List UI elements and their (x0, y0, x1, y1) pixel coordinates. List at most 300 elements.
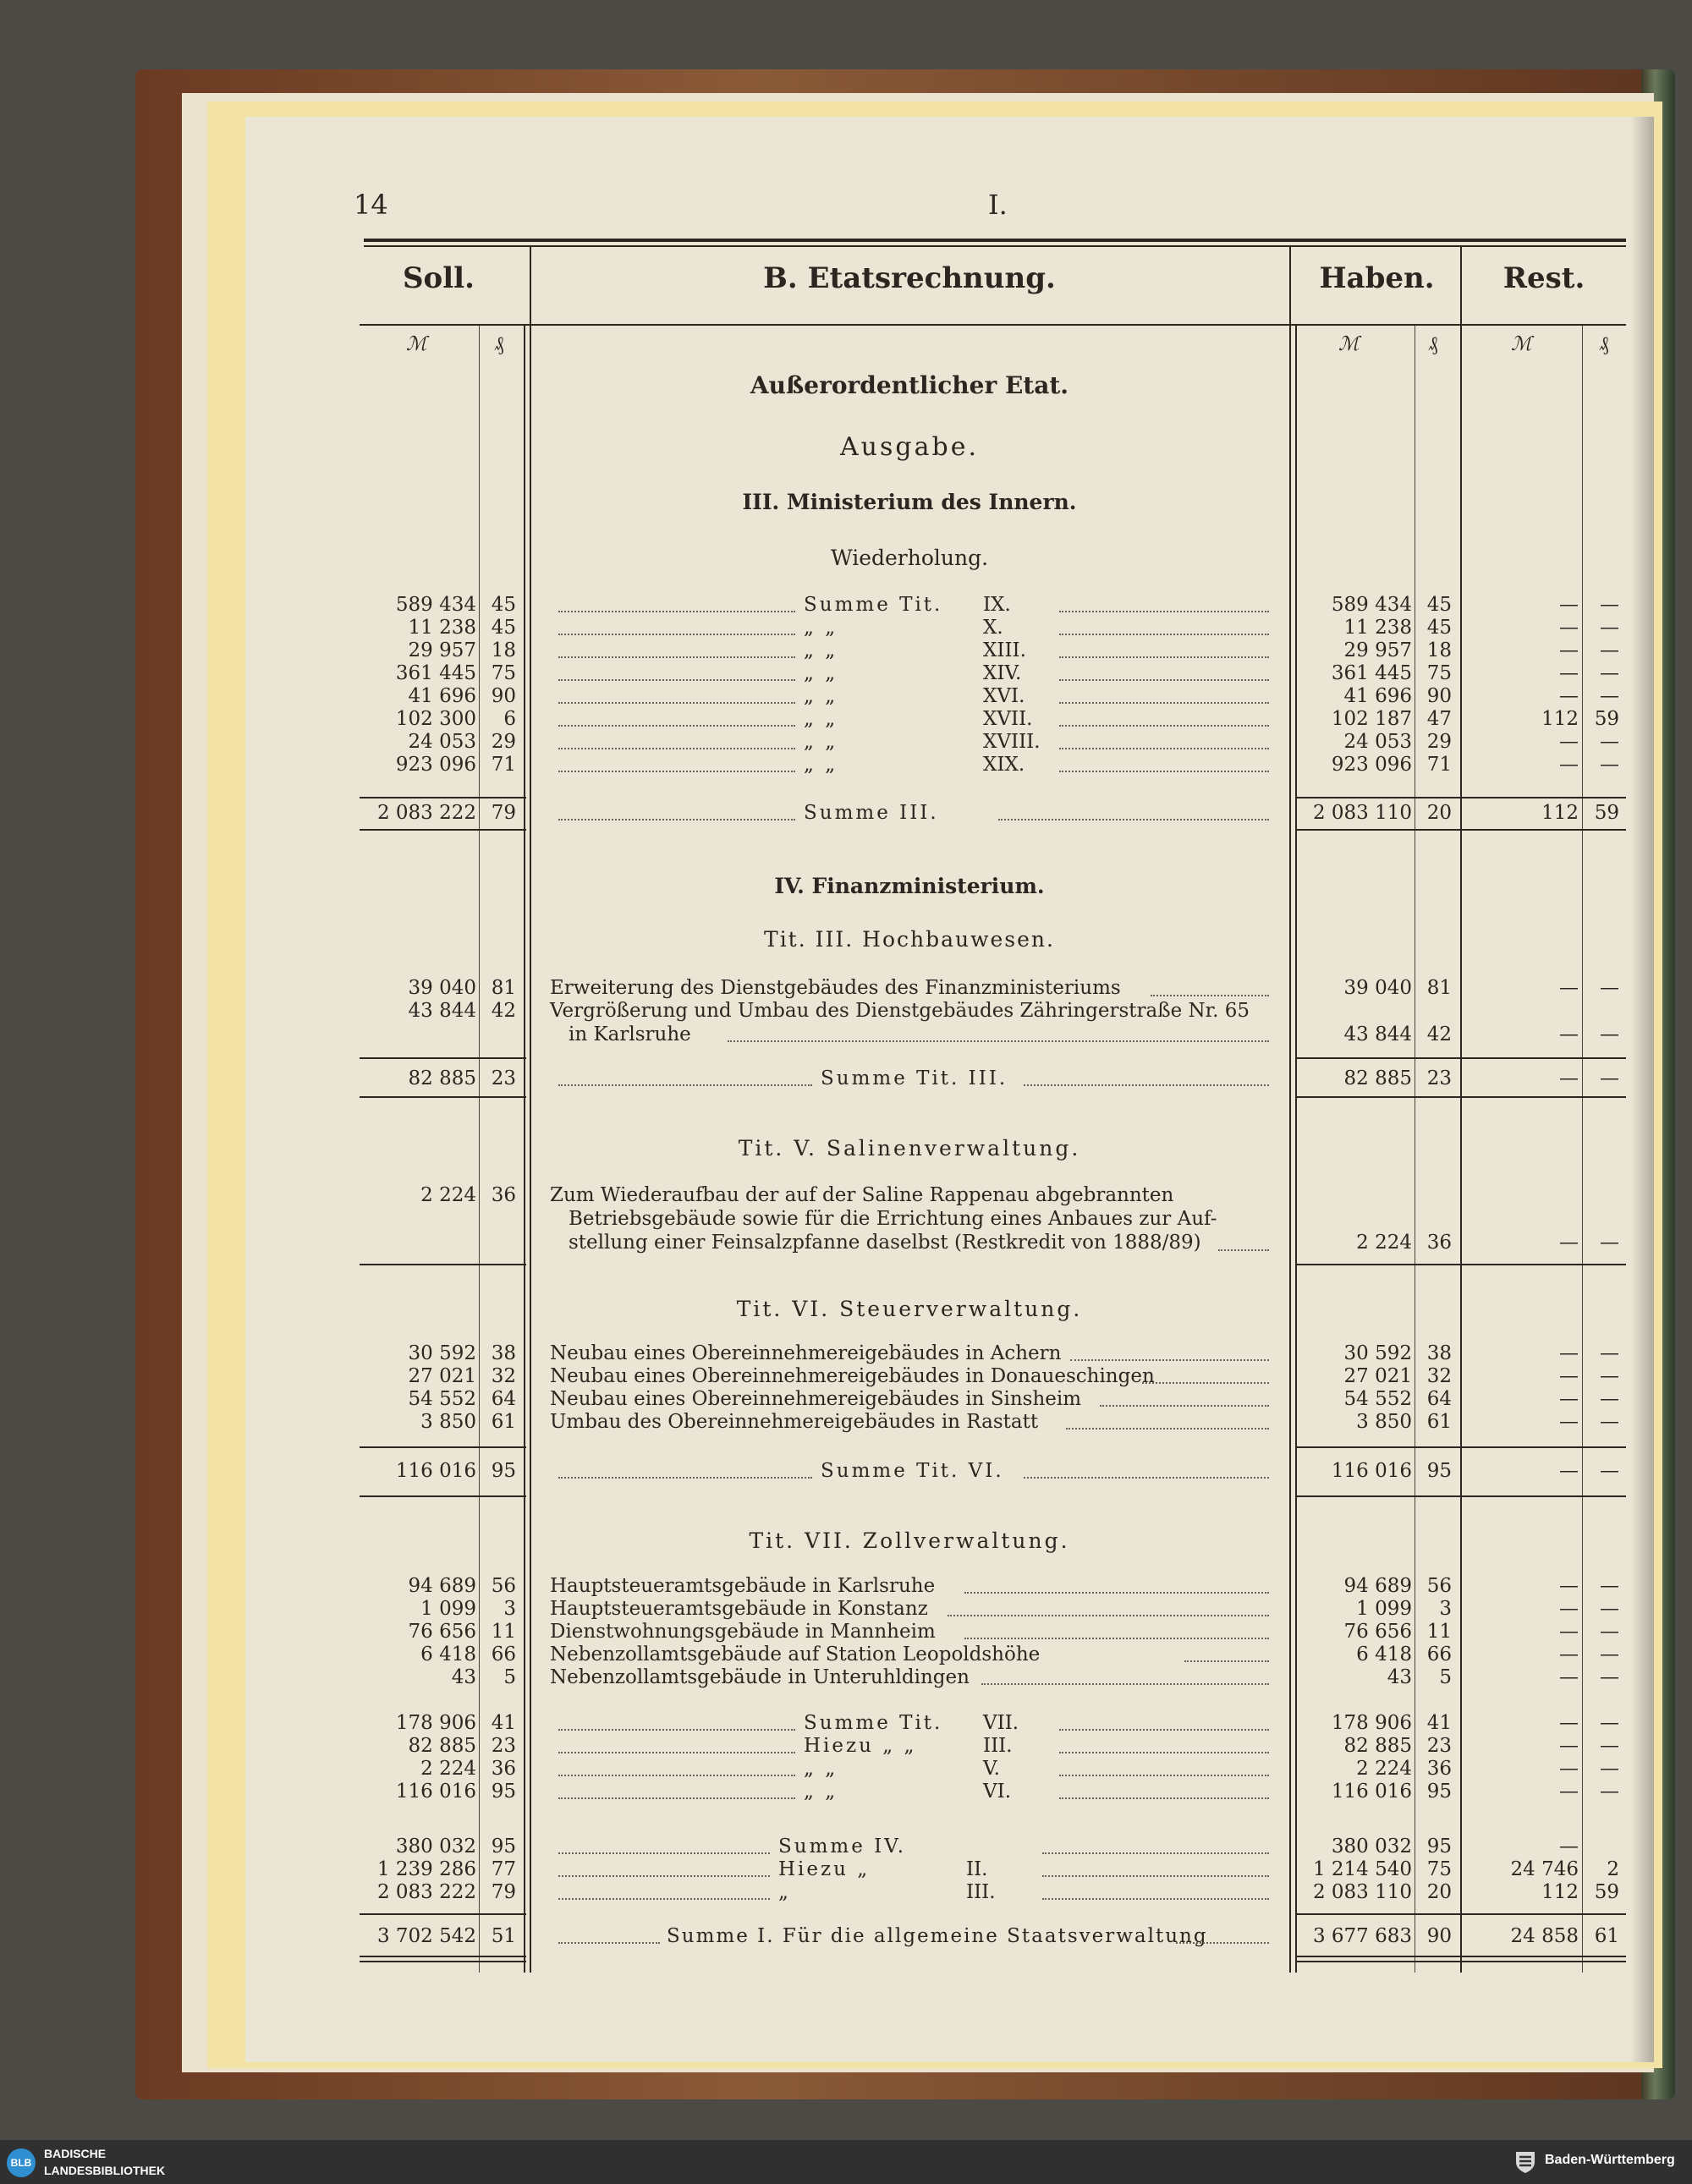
cell-haben-pf: 45 (1426, 617, 1452, 639)
cell-haben-pf: 61 (1426, 1411, 1452, 1433)
cell-haben-mark: 54 552 (1343, 1388, 1412, 1410)
summe-3-label: Summe III. (804, 802, 939, 824)
cell-rest-pf: — (1600, 1388, 1619, 1410)
leader-dots (1218, 1249, 1269, 1251)
leader-dots (1176, 1942, 1269, 1944)
cell-rest-pf: — (1600, 1758, 1619, 1780)
row-description: Hiezu „ (778, 1858, 871, 1880)
cell-rest-pf: — (1600, 1643, 1619, 1665)
row-description: „ (778, 1881, 791, 1903)
sum-rule (1295, 1913, 1460, 1915)
section-end-rule (360, 1264, 526, 1265)
cell-haben-mark: 102 187 (1331, 708, 1412, 730)
blb-logo[interactable]: BLB (7, 2148, 36, 2177)
cell-haben-pf: 45 (1426, 594, 1452, 616)
leader-dots (1070, 1359, 1269, 1361)
cell-haben-pf: 23 (1426, 1067, 1452, 1089)
col-header-title: B. Etatsrechnung. (763, 261, 1056, 295)
cell-haben-mark: 39 040 (1343, 977, 1412, 999)
cell-soll-mark: 82 885 (408, 1735, 476, 1757)
leader-dots (558, 771, 795, 772)
row-description: Hauptsteueramtsgebäude in Karlsruhe (550, 1575, 936, 1597)
row-description: Umbau des Obereinnehmereigebäudes in Rastatt (550, 1411, 1039, 1433)
cell-soll-mark: 3 850 (420, 1411, 476, 1433)
cell-rest-mark: 112 (1541, 802, 1579, 824)
cell-rest-pf: — (1600, 662, 1619, 684)
leader-dots (1059, 634, 1269, 635)
sum-rule (360, 1057, 526, 1059)
cell-haben-pf: 81 (1426, 977, 1452, 999)
row-description-continued: in Karlsruhe (569, 1023, 691, 1045)
soll-divider-double (524, 326, 525, 1973)
cell-haben-mark: 178 906 (1331, 1712, 1412, 1734)
section-end-rule (360, 1096, 526, 1098)
cell-soll-mark: 116 016 (395, 1781, 476, 1803)
leader-dots (558, 1898, 770, 1900)
cell-rest-mark: — (1559, 1067, 1579, 1089)
cell-rest-mark: — (1559, 617, 1579, 639)
cell-soll-mark: 41 696 (408, 685, 476, 707)
section-number: I. (988, 189, 1008, 221)
cell-rest-mark: 24 746 (1510, 1858, 1579, 1880)
row-description: „ „ (804, 617, 838, 639)
cell-haben-mark: 116 016 (1331, 1781, 1412, 1803)
unit-pfennig: ₰ (494, 333, 504, 355)
cell-soll-mark: 2 083 222 (376, 802, 476, 824)
cell-soll-pf: 36 (491, 1758, 516, 1780)
section-end-rule (1295, 1264, 1460, 1265)
cell-haben-mark: 589 434 (1331, 594, 1412, 616)
unit-pfennig: ₰ (1428, 333, 1438, 355)
cell-soll-pf: 42 (491, 1000, 516, 1022)
cell-rest-mark: 24 858 (1510, 1925, 1579, 1947)
row-roman-numeral: III. (983, 1735, 1013, 1757)
cell-haben-mark: 2 224 (1356, 1758, 1412, 1780)
sum-rule (1460, 1446, 1626, 1448)
summe-tit-6-label: Summe Tit. VI. (821, 1460, 1004, 1482)
cell-rest-pf: 61 (1594, 1925, 1619, 1947)
leader-dots (558, 1775, 795, 1776)
section-end-rule (1295, 829, 1460, 831)
cell-haben-mark: 43 (1387, 1666, 1412, 1688)
cell-soll-pf: 64 (491, 1388, 516, 1410)
leader-dots (1100, 1405, 1269, 1407)
sum-rule (1460, 797, 1626, 798)
cell-soll-pf: 75 (491, 662, 516, 684)
row-description: Neubau eines Obereinnehmereigebäudes in Donaueschingen (550, 1365, 1155, 1387)
heading-ausgabe: Ausgabe. (840, 432, 979, 462)
cell-rest-pf: — (1600, 1781, 1619, 1803)
row-roman-numeral: V. (983, 1758, 1000, 1780)
cell-soll-pf: 6 (503, 708, 516, 730)
cell-rest-mark: — (1559, 594, 1579, 616)
total-rule-double (360, 1961, 526, 1962)
cell-haben-pf: 66 (1426, 1643, 1452, 1665)
cell-soll-pf: 81 (491, 977, 516, 999)
row-description-continued: stellung einer Feinsalzpfanne daselbst (Restkredit von 1888/89) (569, 1232, 1201, 1254)
leader-dots (1042, 1875, 1269, 1877)
cell-soll-mark: 2 083 222 (376, 1881, 476, 1903)
page-gutter-shadow (1630, 117, 1654, 2062)
cell-haben-pf: 3 (1439, 1598, 1452, 1620)
leader-dots (558, 1797, 795, 1799)
cell-haben-mark: 43 844 (1343, 1023, 1412, 1045)
cell-rest-pf: — (1600, 1411, 1619, 1433)
leader-dots (1059, 1775, 1269, 1776)
cell-rest-pf: — (1600, 1575, 1619, 1597)
col-header-haben: Haben. (1319, 261, 1435, 295)
cell-haben-pf: 95 (1426, 1836, 1452, 1857)
cell-soll-pf: 61 (491, 1411, 516, 1433)
leader-dots (558, 611, 795, 612)
col-header-soll: Soll. (403, 261, 475, 295)
cell-rest-mark: — (1559, 1023, 1579, 1045)
cell-soll-mark: 39 040 (408, 977, 476, 999)
cell-soll-mark: 43 (451, 1666, 476, 1688)
cell-soll-mark: 361 445 (395, 662, 476, 684)
cell-soll-mark: 94 689 (408, 1575, 476, 1597)
cell-soll-pf: 38 (491, 1342, 516, 1364)
leader-dots (1059, 771, 1269, 772)
col-header-rest: Rest. (1502, 261, 1585, 295)
cell-soll-mark: 76 656 (408, 1621, 476, 1643)
cell-soll-pf: 41 (491, 1712, 516, 1734)
row-roman-numeral: X. (983, 617, 1003, 639)
cell-soll-pf: 77 (491, 1858, 516, 1880)
cell-soll-mark: 27 021 (408, 1365, 476, 1387)
cell-soll-pf: 95 (491, 1836, 516, 1857)
cell-rest-mark: — (1559, 1575, 1579, 1597)
haben-divider (1289, 247, 1291, 1973)
cell-soll-pf: 3 (503, 1598, 516, 1620)
cell-haben-pf: 36 (1426, 1232, 1452, 1254)
cell-rest-mark: — (1559, 1758, 1579, 1780)
section-end-rule (1460, 1495, 1626, 1497)
cell-haben-pf: 95 (1426, 1460, 1452, 1482)
cell-haben-pf: 32 (1426, 1365, 1452, 1387)
row-roman-numeral: XVII. (983, 708, 1033, 730)
leader-dots (1059, 1729, 1269, 1731)
cell-rest-mark: — (1559, 1836, 1579, 1857)
cell-soll-pf: 11 (491, 1621, 516, 1643)
cell-haben-pf: 90 (1426, 685, 1452, 707)
cell-soll-pf: 71 (491, 754, 516, 776)
cell-haben-pf: 36 (1426, 1758, 1452, 1780)
cell-rest-pf: — (1600, 977, 1619, 999)
cell-haben-mark: 27 021 (1343, 1365, 1412, 1387)
cell-soll-pf: 29 (491, 731, 516, 753)
row-description: „ „ (804, 662, 838, 684)
leader-dots (1066, 1428, 1269, 1429)
cell-haben-pf: 20 (1426, 802, 1452, 824)
cell-haben-pf: 95 (1426, 1781, 1452, 1803)
cell-haben-pf: 64 (1426, 1388, 1452, 1410)
leader-dots (1059, 725, 1269, 727)
cell-haben-pf: 56 (1426, 1575, 1452, 1597)
leader-dots (558, 1875, 770, 1877)
table-top-rule-thin (364, 245, 1626, 247)
cell-soll-mark: 6 418 (420, 1643, 476, 1665)
cell-soll-mark: 589 434 (395, 594, 476, 616)
soll-divider (530, 247, 531, 1973)
cell-rest-pf: 59 (1594, 802, 1619, 824)
cell-haben-pf: 75 (1426, 1858, 1452, 1880)
cell-haben-mark: 94 689 (1343, 1575, 1412, 1597)
cell-haben-pf: 29 (1426, 731, 1452, 753)
unit-mark: ℳ (406, 333, 427, 355)
row-roman-numeral: XIV. (983, 662, 1022, 684)
leader-dots (558, 819, 795, 820)
cell-soll-pf: 95 (491, 1781, 516, 1803)
cell-haben-mark: 2 083 110 (1312, 802, 1412, 824)
total-rule-double (1460, 1961, 1626, 1962)
cell-soll-mark: 30 592 (408, 1342, 476, 1364)
section-end-rule (1460, 1096, 1626, 1098)
cell-rest-mark: 112 (1541, 708, 1579, 730)
cell-soll-pf: 45 (491, 594, 516, 616)
row-description: Summe IV. (778, 1836, 907, 1857)
cell-rest-pf: — (1600, 1342, 1619, 1364)
cell-soll-pf: 45 (491, 617, 516, 639)
leader-dots (558, 634, 795, 635)
leader-dots (558, 725, 795, 727)
summe-tit-3-label: Summe Tit. III. (821, 1067, 1008, 1089)
row-description: Erweiterung des Dienstgebäudes des Finanzministeriums (550, 977, 1121, 999)
cell-haben-mark: 2 224 (1356, 1232, 1412, 1254)
leader-dots (964, 1592, 1269, 1594)
cell-rest-pf: 59 (1594, 1881, 1619, 1903)
leader-dots (1184, 1660, 1269, 1662)
cell-soll-mark: 1 099 (420, 1598, 476, 1620)
cell-rest-pf: — (1600, 731, 1619, 753)
cell-rest-pf: — (1600, 1365, 1619, 1387)
leader-dots (1059, 679, 1269, 681)
cell-haben-mark: 923 096 (1331, 754, 1412, 776)
leader-dots (1042, 1852, 1269, 1854)
total-rule (1460, 1956, 1626, 1957)
section-end-rule (1295, 1495, 1460, 1497)
cell-rest-mark: — (1559, 1598, 1579, 1620)
cell-rest-mark: 112 (1541, 1881, 1579, 1903)
section-end-rule (360, 1495, 526, 1497)
cell-soll-mark: 102 300 (395, 708, 476, 730)
cell-rest-mark: — (1559, 1460, 1579, 1482)
leader-dots (558, 1942, 660, 1944)
cell-rest-mark: — (1559, 1342, 1579, 1364)
total-rule (360, 1956, 526, 1957)
cell-soll-pf: 51 (491, 1925, 516, 1947)
row-roman-numeral: XVIII. (983, 731, 1041, 753)
row-description: „ „ (804, 1781, 838, 1803)
cell-rest-pf: 2 (1607, 1858, 1619, 1880)
cell-rest-pf: — (1600, 1666, 1619, 1688)
cell-soll-pf: 90 (491, 685, 516, 707)
leader-dots (558, 679, 795, 681)
row-description: Summe Tit. (804, 594, 943, 616)
leader-dots (998, 819, 1269, 820)
cell-rest-mark: — (1559, 731, 1579, 753)
leader-dots (948, 1615, 1269, 1616)
row-roman-numeral: XIX. (983, 754, 1025, 776)
cell-soll-mark: 24 053 (408, 731, 476, 753)
cell-soll-mark: 82 885 (408, 1067, 476, 1089)
row-description-continued: Betriebsgebäude sowie für die Errichtung eines Anbaues zur Auf- (569, 1208, 1217, 1230)
section-end-rule (360, 829, 526, 831)
cell-rest-pf: — (1600, 1460, 1619, 1482)
row-roman-numeral: VII. (983, 1712, 1019, 1734)
section-end-rule (1460, 829, 1626, 831)
unit-mark: ℳ (1511, 333, 1532, 355)
row-description: Nebenzollamtsgebäude in Unteruhldingen (550, 1666, 970, 1688)
leader-dots (981, 1683, 1269, 1685)
cell-soll-pf: 32 (491, 1365, 516, 1387)
cell-soll-mark: 2 224 (420, 1758, 476, 1780)
row-roman-numeral: XVI. (983, 685, 1025, 707)
blb-name[interactable] (44, 2145, 165, 2179)
row-description: Summe Tit. (804, 1712, 943, 1734)
total-rule (1295, 1956, 1460, 1957)
cell-rest-pf: 59 (1594, 708, 1619, 730)
row-description: Hauptsteueramtsgebäude in Konstanz (550, 1598, 928, 1620)
cell-rest-pf: — (1600, 1067, 1619, 1089)
heading-ministry-4: IV. Finanzministerium. (774, 874, 1045, 898)
footer-bar (0, 2140, 1692, 2184)
cell-haben-mark: 82 885 (1343, 1735, 1412, 1757)
cell-soll-mark: 43 844 (408, 1000, 476, 1022)
cell-rest-mark: — (1559, 1735, 1579, 1757)
heading-etat: Außerordentlicher Etat. (750, 371, 1069, 399)
sum-rule (1295, 1057, 1460, 1059)
cell-haben-mark: 116 016 (1331, 1460, 1412, 1482)
heading-tit-6: Tit. VI. Steuerverwaltung. (736, 1297, 1083, 1321)
cell-soll-mark: 178 906 (395, 1712, 476, 1734)
cell-haben-mark: 380 032 (1331, 1836, 1412, 1857)
row-description: „ „ (804, 754, 838, 776)
cell-soll-pf: 79 (491, 802, 516, 824)
cell-rest-mark: — (1559, 1712, 1579, 1734)
row-roman-numeral: VI. (983, 1781, 1012, 1803)
baden-wuerttemberg-label[interactable]: Baden-Württemberg (1545, 2153, 1675, 2167)
leader-dots (1151, 995, 1269, 996)
cell-haben-mark: 361 445 (1331, 662, 1412, 684)
cell-soll-mark: 2 224 (420, 1184, 476, 1206)
cell-soll-pf: 23 (491, 1067, 516, 1089)
cell-haben-mark: 30 592 (1343, 1342, 1412, 1364)
cell-haben-pf: 20 (1426, 1881, 1452, 1903)
cell-soll-mark: 116 016 (395, 1460, 476, 1482)
row-description: „ „ (804, 685, 838, 707)
cell-rest-mark: — (1559, 685, 1579, 707)
leader-dots (558, 1752, 795, 1753)
cell-soll-mark: 11 238 (408, 617, 476, 639)
row-description: Neubau eines Obereinnehmereigebäudes in Achern (550, 1342, 1062, 1364)
cell-haben-mark: 11 238 (1343, 617, 1412, 639)
blb-name-line-1: BADISCHE (44, 2147, 107, 2160)
cell-haben-mark: 1 214 540 (1312, 1858, 1412, 1880)
cell-rest-pf: — (1600, 617, 1619, 639)
blb-name-line-2: LANDESBIBLIOTHEK (44, 2164, 166, 2177)
sum-rule (1295, 1446, 1460, 1448)
cell-haben-pf: 18 (1426, 639, 1452, 661)
cell-haben-mark: 6 418 (1356, 1643, 1412, 1665)
row-description: „ „ (804, 708, 838, 730)
cell-haben-pf: 47 (1426, 708, 1452, 730)
leader-dots (558, 1477, 812, 1479)
cell-rest-mark: — (1559, 639, 1579, 661)
cell-haben-mark: 82 885 (1343, 1067, 1412, 1089)
cell-haben-mark: 1 099 (1356, 1598, 1412, 1620)
cell-rest-mark: — (1559, 1781, 1579, 1803)
row-description: Neubau eines Obereinnehmereigebäudes in Sinsheim (550, 1388, 1082, 1410)
cell-rest-mark: — (1559, 662, 1579, 684)
section-end-rule (1295, 1096, 1460, 1098)
heading-ministry-3: III. Ministerium des Innern. (742, 490, 1077, 514)
row-roman-numeral: II. (966, 1858, 988, 1880)
leader-dots (1059, 1797, 1269, 1799)
cell-rest-pf: — (1600, 754, 1619, 776)
heading-tit-3: Tit. III. Hochbauwesen. (764, 927, 1055, 952)
leader-dots (1024, 1084, 1269, 1086)
baden-wuerttemberg-crest-icon (1514, 2150, 1536, 2174)
cell-haben-pf: 75 (1426, 662, 1452, 684)
unit-mark: ℳ (1338, 333, 1360, 355)
total-rule-double (1295, 1961, 1460, 1962)
cell-soll-mark: 1 239 286 (376, 1858, 476, 1880)
leader-dots (1042, 1898, 1269, 1900)
cell-rest-mark: — (1559, 754, 1579, 776)
leader-dots (1059, 748, 1269, 749)
cell-rest-mark: — (1559, 1643, 1579, 1665)
cell-soll-pf: 95 (491, 1460, 516, 1482)
row-description: Hiezu „ „ (804, 1735, 917, 1757)
row-description: „ „ (804, 731, 838, 753)
cell-rest-pf: — (1600, 639, 1619, 661)
cell-soll-pf: 56 (491, 1575, 516, 1597)
table-top-rule (364, 239, 1626, 242)
cell-rest-mark: — (1559, 1365, 1579, 1387)
cell-rest-mark: — (1559, 1666, 1579, 1688)
sum-rule (360, 1446, 526, 1448)
leader-dots (1059, 702, 1269, 704)
row-description: „ „ (804, 639, 838, 661)
sum-rule (360, 1913, 526, 1915)
cell-haben-pf: 41 (1426, 1712, 1452, 1734)
row-description: Nebenzollamtsgebäude auf Station Leopoldshöhe (550, 1643, 1041, 1665)
cell-haben-mark: 29 957 (1343, 639, 1412, 661)
section-end-rule (1460, 1264, 1626, 1265)
heading-tit-5: Tit. V. Salinenverwaltung. (738, 1136, 1081, 1161)
sum-rule (360, 797, 526, 798)
cell-soll-mark: 923 096 (395, 754, 476, 776)
cell-haben-mark: 41 696 (1343, 685, 1412, 707)
cell-haben-mark: 3 677 683 (1312, 1925, 1412, 1947)
cell-haben-mark: 76 656 (1343, 1621, 1412, 1643)
grand-total-label: Summe I. Für die allgemeine Staatsverwaltung (667, 1925, 1208, 1947)
leader-dots (558, 1084, 812, 1086)
cell-rest-mark: — (1559, 977, 1579, 999)
leader-dots (1142, 1382, 1269, 1384)
leader-dots (558, 656, 795, 658)
sum-rule (1460, 1057, 1626, 1059)
cell-rest-pf: — (1600, 1621, 1619, 1643)
leader-dots (558, 702, 795, 704)
cell-haben-pf: 90 (1426, 1925, 1452, 1947)
row-description: Dienstwohnungsgebäude in Mannheim (550, 1621, 936, 1643)
cell-haben-mark: 24 053 (1343, 731, 1412, 753)
cell-rest-pf: — (1600, 1735, 1619, 1757)
cell-rest-mark: — (1559, 1411, 1579, 1433)
row-roman-numeral: IX. (983, 594, 1011, 616)
